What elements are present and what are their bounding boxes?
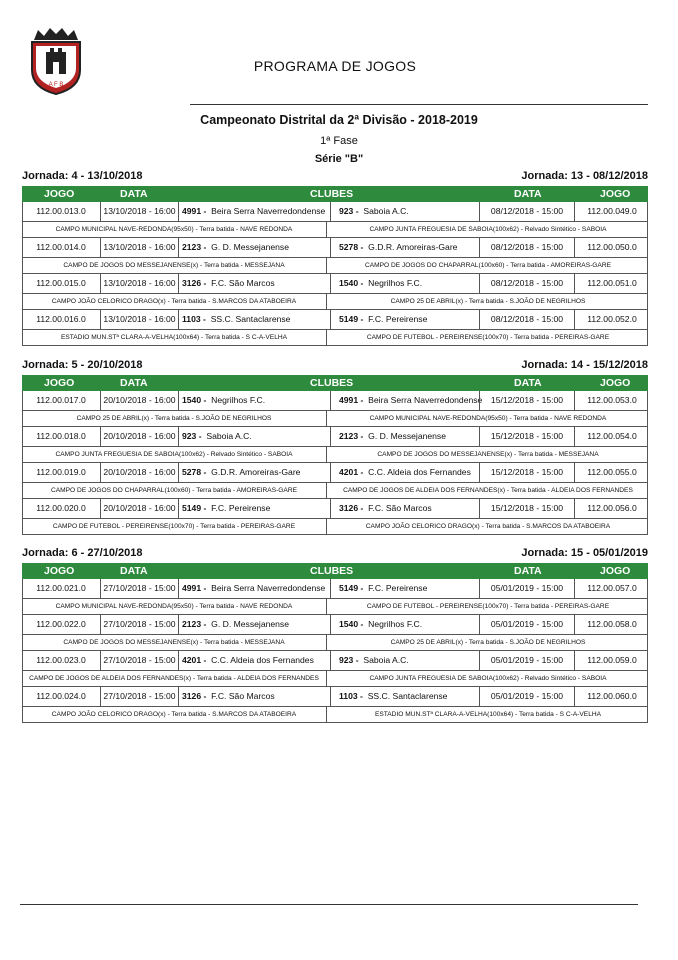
match-row (22, 310, 648, 330)
date-left: 13/10/2018 - 16:00 (100, 238, 178, 257)
venue-row (22, 258, 648, 274)
home-team-number: 4991 - (182, 583, 207, 593)
home-team (178, 310, 329, 329)
game-number-right: 112.00.050.0 (574, 238, 649, 257)
game-number-left: 112.00.021.0 (36, 583, 86, 593)
left-round-label: Jornada: 4 - 13/10/2018 (22, 170, 143, 182)
away-team-number: 1540 - (339, 619, 364, 629)
venue-row (22, 671, 648, 687)
right-round-label: Jornada: 14 - 15/12/2018 (521, 359, 648, 371)
away-team-number: 923 - (339, 206, 359, 216)
date-right: 08/12/2018 - 15:00 (479, 202, 574, 221)
home-team (178, 274, 329, 293)
date-right: 15/12/2018 - 15:00 (479, 463, 574, 482)
game-number-right: 112.00.049.0 (574, 202, 649, 221)
home-team-name: G.D.R. Amoreiras-Gare (211, 467, 301, 477)
header-data-right: DATA (514, 377, 542, 389)
venue-right: ESTADIO MUN.STª CLARA-A-VELHA(100x64) - Terra batida - S C-A-VELHA (326, 707, 649, 722)
header-jogo-right: JOGO (600, 188, 631, 200)
header-data-left: DATA (120, 377, 148, 389)
series-label: Série "B" (314, 153, 364, 165)
match-row (22, 274, 648, 294)
away-team-name: G.D.R. Amoreiras-Gare (368, 242, 458, 252)
home-team-number: 5278 - (182, 467, 207, 477)
venue-right: CAMPO JOÃO CELORICO DRAGO(x) - Terra batida - S.MARCOS DA ATABOEIRA (326, 519, 649, 534)
game-number-right: 112.00.055.0 (574, 463, 649, 482)
home-team-number: 5149 - (182, 503, 207, 513)
date-right: 05/01/2019 - 15:00 (479, 615, 574, 634)
home-team-name: Beira Serra Naverredondense (211, 206, 326, 216)
home-team-name: G. D. Messejanense (211, 619, 290, 629)
game-number-left: 112.00.022.0 (36, 619, 86, 629)
game-number-right: 112.00.056.0 (574, 499, 649, 518)
logo-text: A F B (48, 82, 64, 88)
association-crest-logo (26, 26, 86, 96)
home-team-number: 4991 - (182, 206, 207, 216)
venue-row (22, 635, 648, 651)
venue-left: CAMPO JOÃO CELORICO DRAGO(x) - Terra batida - S.MARCOS DA ATABOEIRA (51, 298, 297, 305)
game-number-left: 112.00.014.0 (36, 242, 86, 252)
game-number-right: 112.00.060.0 (574, 687, 649, 706)
venue-left: CAMPO MUNICIPAL NAVE-REDONDA(95x50) - Terra batida - NAVE REDONDA (55, 226, 293, 233)
away-team (330, 238, 487, 257)
away-team-name: C.C. Aldeia dos Fernandes (368, 467, 471, 477)
away-team (330, 687, 487, 706)
header-clubes: CLUBES (310, 377, 354, 389)
round-line (22, 169, 648, 186)
venue-left: CAMPO JUNTA FREGUESIA DE SABOIA(100x62) - Relvado Sintético - SABOIA (55, 451, 293, 458)
home-team (178, 463, 329, 482)
header-jogo-left: JOGO (44, 377, 75, 389)
match-row (22, 651, 648, 671)
home-team (178, 202, 329, 221)
game-number-right: 112.00.059.0 (574, 651, 649, 670)
match-row (22, 579, 648, 599)
date-left: 13/10/2018 - 16:00 (100, 310, 178, 329)
venue-left: CAMPO DE JOGOS DO MESSEJANENSE(x) - Terra batida - MESSEJANA (63, 639, 285, 646)
home-team-number: 923 - (182, 431, 202, 441)
venue-right: CAMPO JUNTA FREGUESIA DE SABOIA(100x62) - Relvado Sintético - SABOIA (326, 222, 649, 237)
left-round-label: Jornada: 6 - 27/10/2018 (22, 547, 143, 559)
left-round-label: Jornada: 5 - 20/10/2018 (22, 359, 143, 371)
home-team-number: 2123 - (182, 242, 207, 252)
away-team-number: 923 - (339, 655, 359, 665)
date-right: 15/12/2018 - 15:00 (479, 427, 574, 446)
away-team-name: Negrilhos F.C. (368, 619, 423, 629)
table-header (22, 375, 648, 391)
date-right: 15/12/2018 - 15:00 (479, 391, 574, 410)
date-right: 08/12/2018 - 15:00 (479, 238, 574, 257)
date-left: 20/10/2018 - 16:00 (100, 427, 178, 446)
venue-right: CAMPO DE JOGOS DE ALDEIA DOS FERNANDES(x) - Terra batida - ALDEIA DOS FERNANDES (326, 483, 649, 498)
header-data-right: DATA (514, 565, 542, 577)
header-clubes: CLUBES (310, 565, 354, 577)
header-jogo-right: JOGO (600, 565, 631, 577)
away-team-number: 1103 - (339, 691, 363, 701)
game-number-left: 112.00.018.0 (36, 431, 86, 441)
match-row (22, 427, 648, 447)
game-number-left: 112.00.013.0 (36, 206, 86, 216)
table-header (22, 186, 648, 202)
game-number-left: 112.00.020.0 (36, 503, 86, 513)
venue-row (22, 411, 648, 427)
away-team-number: 5149 - (339, 583, 364, 593)
header-clubes: CLUBES (310, 188, 354, 200)
date-right: 05/01/2019 - 15:00 (479, 579, 574, 598)
venue-left: CAMPO DE JOGOS DO CHAPARRAL(100x60) - Terra batida - AMOREIRAS-GARE (51, 487, 297, 494)
match-row (22, 391, 648, 411)
away-team (330, 202, 487, 221)
venue-left: CAMPO DE JOGOS DO MESSEJANENSE(x) - Terra batida - MESSEJANA (63, 262, 285, 269)
game-number-right: 112.00.051.0 (574, 274, 649, 293)
venue-row (22, 707, 648, 723)
date-left: 27/10/2018 - 15:00 (100, 687, 178, 706)
venue-row (22, 447, 648, 463)
date-right: 08/12/2018 - 15:00 (479, 274, 574, 293)
date-left: 20/10/2018 - 16:00 (100, 391, 178, 410)
top-divider (190, 104, 648, 105)
game-number-right: 112.00.054.0 (574, 427, 649, 446)
home-team (178, 579, 329, 598)
venue-left: ESTADIO MUN.STª CLARA-A-VELHA(100x64) - Terra batida - S C-A-VELHA (60, 334, 288, 341)
venue-right: CAMPO 25 DE ABRIL(x) - Terra batida - S.JOÃO DE NEGRILHOS (326, 635, 649, 650)
away-team-number: 5278 - (339, 242, 364, 252)
away-team (330, 274, 487, 293)
venue-left: CAMPO JOÃO CELORICO DRAGO(x) - Terra batida - S.MARCOS DA ATABOEIRA (51, 711, 297, 718)
match-row (22, 202, 648, 222)
game-number-right: 112.00.058.0 (574, 615, 649, 634)
home-team-name: Beira Serra Naverredondense (211, 583, 326, 593)
game-number-right: 112.00.053.0 (574, 391, 649, 410)
venue-row (22, 599, 648, 615)
home-team-number: 1103 - (182, 314, 206, 324)
venue-right: CAMPO JUNTA FREGUESIA DE SABOIA(100x62) - Relvado Sintético - SABOIA (326, 671, 649, 686)
away-team (330, 499, 487, 518)
venue-right: CAMPO DE FUTEBOL - PEREIRENSE(100x70) - Terra batida - PEREIRAS-GARE (326, 599, 649, 614)
home-team-name: F.C. São Marcos (211, 691, 275, 701)
round-block (22, 358, 648, 535)
away-team-name: Saboia A.C. (363, 655, 409, 665)
away-team-name: F.C. Pereirense (368, 583, 428, 593)
away-team (330, 427, 487, 446)
home-team-name: G. D. Messejanense (211, 242, 290, 252)
date-left: 20/10/2018 - 16:00 (100, 499, 178, 518)
home-team (178, 391, 329, 410)
venue-row (22, 294, 648, 310)
home-team-name: Saboia A.C. (206, 431, 252, 441)
round-block (22, 169, 648, 346)
game-number-right: 112.00.057.0 (574, 579, 649, 598)
header-jogo-left: JOGO (44, 565, 75, 577)
game-number-left: 112.00.023.0 (36, 655, 86, 665)
venue-right: CAMPO DE JOGOS DO MESSEJANENSE(x) - Terra batida - MESSEJANA (326, 447, 649, 462)
home-team (178, 427, 329, 446)
right-round-label: Jornada: 15 - 05/01/2019 (521, 547, 648, 559)
home-team (178, 238, 329, 257)
date-left: 27/10/2018 - 15:00 (100, 651, 178, 670)
away-team-name: Beira Serra Naverredondense (368, 395, 483, 405)
header-data-left: DATA (120, 565, 148, 577)
home-team (178, 499, 329, 518)
round-line (22, 546, 648, 563)
date-left: 20/10/2018 - 16:00 (100, 463, 178, 482)
venue-right: CAMPO 25 DE ABRIL(x) - Terra batida - S.JOÃO DE NEGRILHOS (326, 294, 649, 309)
away-team (330, 310, 487, 329)
bottom-divider (20, 904, 638, 905)
date-right: 15/12/2018 - 15:00 (479, 499, 574, 518)
date-right: 05/01/2019 - 15:00 (479, 651, 574, 670)
away-team-number: 4991 - (339, 395, 364, 405)
away-team-name: Negrilhos F.C. (368, 278, 423, 288)
away-team (330, 651, 487, 670)
away-team-number: 4201 - (339, 467, 364, 477)
venue-right: CAMPO DE FUTEBOL - PEREIRENSE(100x70) - Terra batida - PEREIRAS-GARE (326, 330, 649, 345)
away-team-name: G. D. Messejanense (368, 431, 447, 441)
table-header (22, 563, 648, 579)
match-row (22, 238, 648, 258)
venue-right: CAMPO DE JOGOS DO CHAPARRAL(100x60) - Terra batida - AMOREIRAS-GARE (326, 258, 649, 273)
home-team-number: 3126 - (182, 691, 207, 701)
game-number-left: 112.00.017.0 (36, 395, 86, 405)
venue-row (22, 483, 648, 499)
header-data-right: DATA (514, 188, 542, 200)
venue-left: CAMPO 25 DE ABRIL(x) - Terra batida - S.JOÃO DE NEGRILHOS (76, 415, 272, 422)
away-team-name: F.C. São Marcos (368, 503, 432, 513)
championship-title: Campeonato Distrital da 2ª Divisão - 2018-2019 (200, 113, 478, 127)
home-team-name: F.C. Pereirense (211, 503, 271, 513)
match-row (22, 687, 648, 707)
game-number-left: 112.00.016.0 (36, 314, 86, 324)
venue-row (22, 330, 648, 346)
away-team-name: F.C. Pereirense (368, 314, 428, 324)
home-team-number: 1540 - (182, 395, 207, 405)
away-team-number: 2123 - (339, 431, 364, 441)
date-right: 05/01/2019 - 15:00 (479, 687, 574, 706)
home-team-number: 4201 - (182, 655, 207, 665)
match-row (22, 615, 648, 635)
venue-left: CAMPO DE FUTEBOL - PEREIRENSE(100x70) - Terra batida - PEREIRAS-GARE (52, 523, 296, 530)
home-team-name: Negrilhos F.C. (211, 395, 266, 405)
home-team (178, 687, 329, 706)
away-team-number: 1540 - (339, 278, 364, 288)
home-team-number: 3126 - (182, 278, 207, 288)
page-title: PROGRAMA DE JOGOS (253, 58, 417, 74)
date-left: 27/10/2018 - 15:00 (100, 579, 178, 598)
home-team-name: C.C. Aldeia dos Fernandes (211, 655, 314, 665)
round-line (22, 358, 648, 375)
home-team (178, 651, 329, 670)
away-team-name: SS.C. Santaclarense (367, 691, 448, 701)
home-team-name: F.C. São Marcos (211, 278, 275, 288)
away-team (330, 579, 487, 598)
venue-left: CAMPO MUNICIPAL NAVE-REDONDA(95x50) - Terra batida - NAVE REDONDA (55, 603, 293, 610)
phase-label: 1ª Fase (320, 135, 358, 147)
venue-row (22, 519, 648, 535)
round-block (22, 546, 648, 723)
date-left: 27/10/2018 - 15:00 (100, 615, 178, 634)
date-left: 13/10/2018 - 16:00 (100, 274, 178, 293)
away-team-name: Saboia A.C. (363, 206, 409, 216)
date-right: 08/12/2018 - 15:00 (479, 310, 574, 329)
away-team (330, 391, 487, 410)
header-data-left: DATA (120, 188, 148, 200)
game-number-left: 112.00.019.0 (36, 467, 86, 477)
game-number-left: 112.00.024.0 (36, 691, 86, 701)
home-team-name: SS.C. Santaclarense (210, 314, 291, 324)
venue-left: CAMPO DE JOGOS DE ALDEIA DOS FERNANDES(x) - Terra batida - ALDEIA DOS FERNANDES (29, 675, 319, 682)
match-row (22, 463, 648, 483)
home-team-number: 2123 - (182, 619, 207, 629)
away-team (330, 463, 487, 482)
venue-row (22, 222, 648, 238)
right-round-label: Jornada: 13 - 08/12/2018 (521, 170, 648, 182)
away-team-number: 5149 - (339, 314, 364, 324)
venue-right: CAMPO MUNICIPAL NAVE-REDONDA(95x50) - Terra batida - NAVE REDONDA (326, 411, 649, 426)
away-team-number: 3126 - (339, 503, 364, 513)
date-left: 13/10/2018 - 16:00 (100, 202, 178, 221)
header-jogo-left: JOGO (44, 188, 75, 200)
header-jogo-right: JOGO (600, 377, 631, 389)
match-row (22, 499, 648, 519)
game-number-left: 112.00.015.0 (36, 278, 86, 288)
away-team (330, 615, 487, 634)
game-number-right: 112.00.052.0 (574, 310, 649, 329)
home-team (178, 615, 329, 634)
